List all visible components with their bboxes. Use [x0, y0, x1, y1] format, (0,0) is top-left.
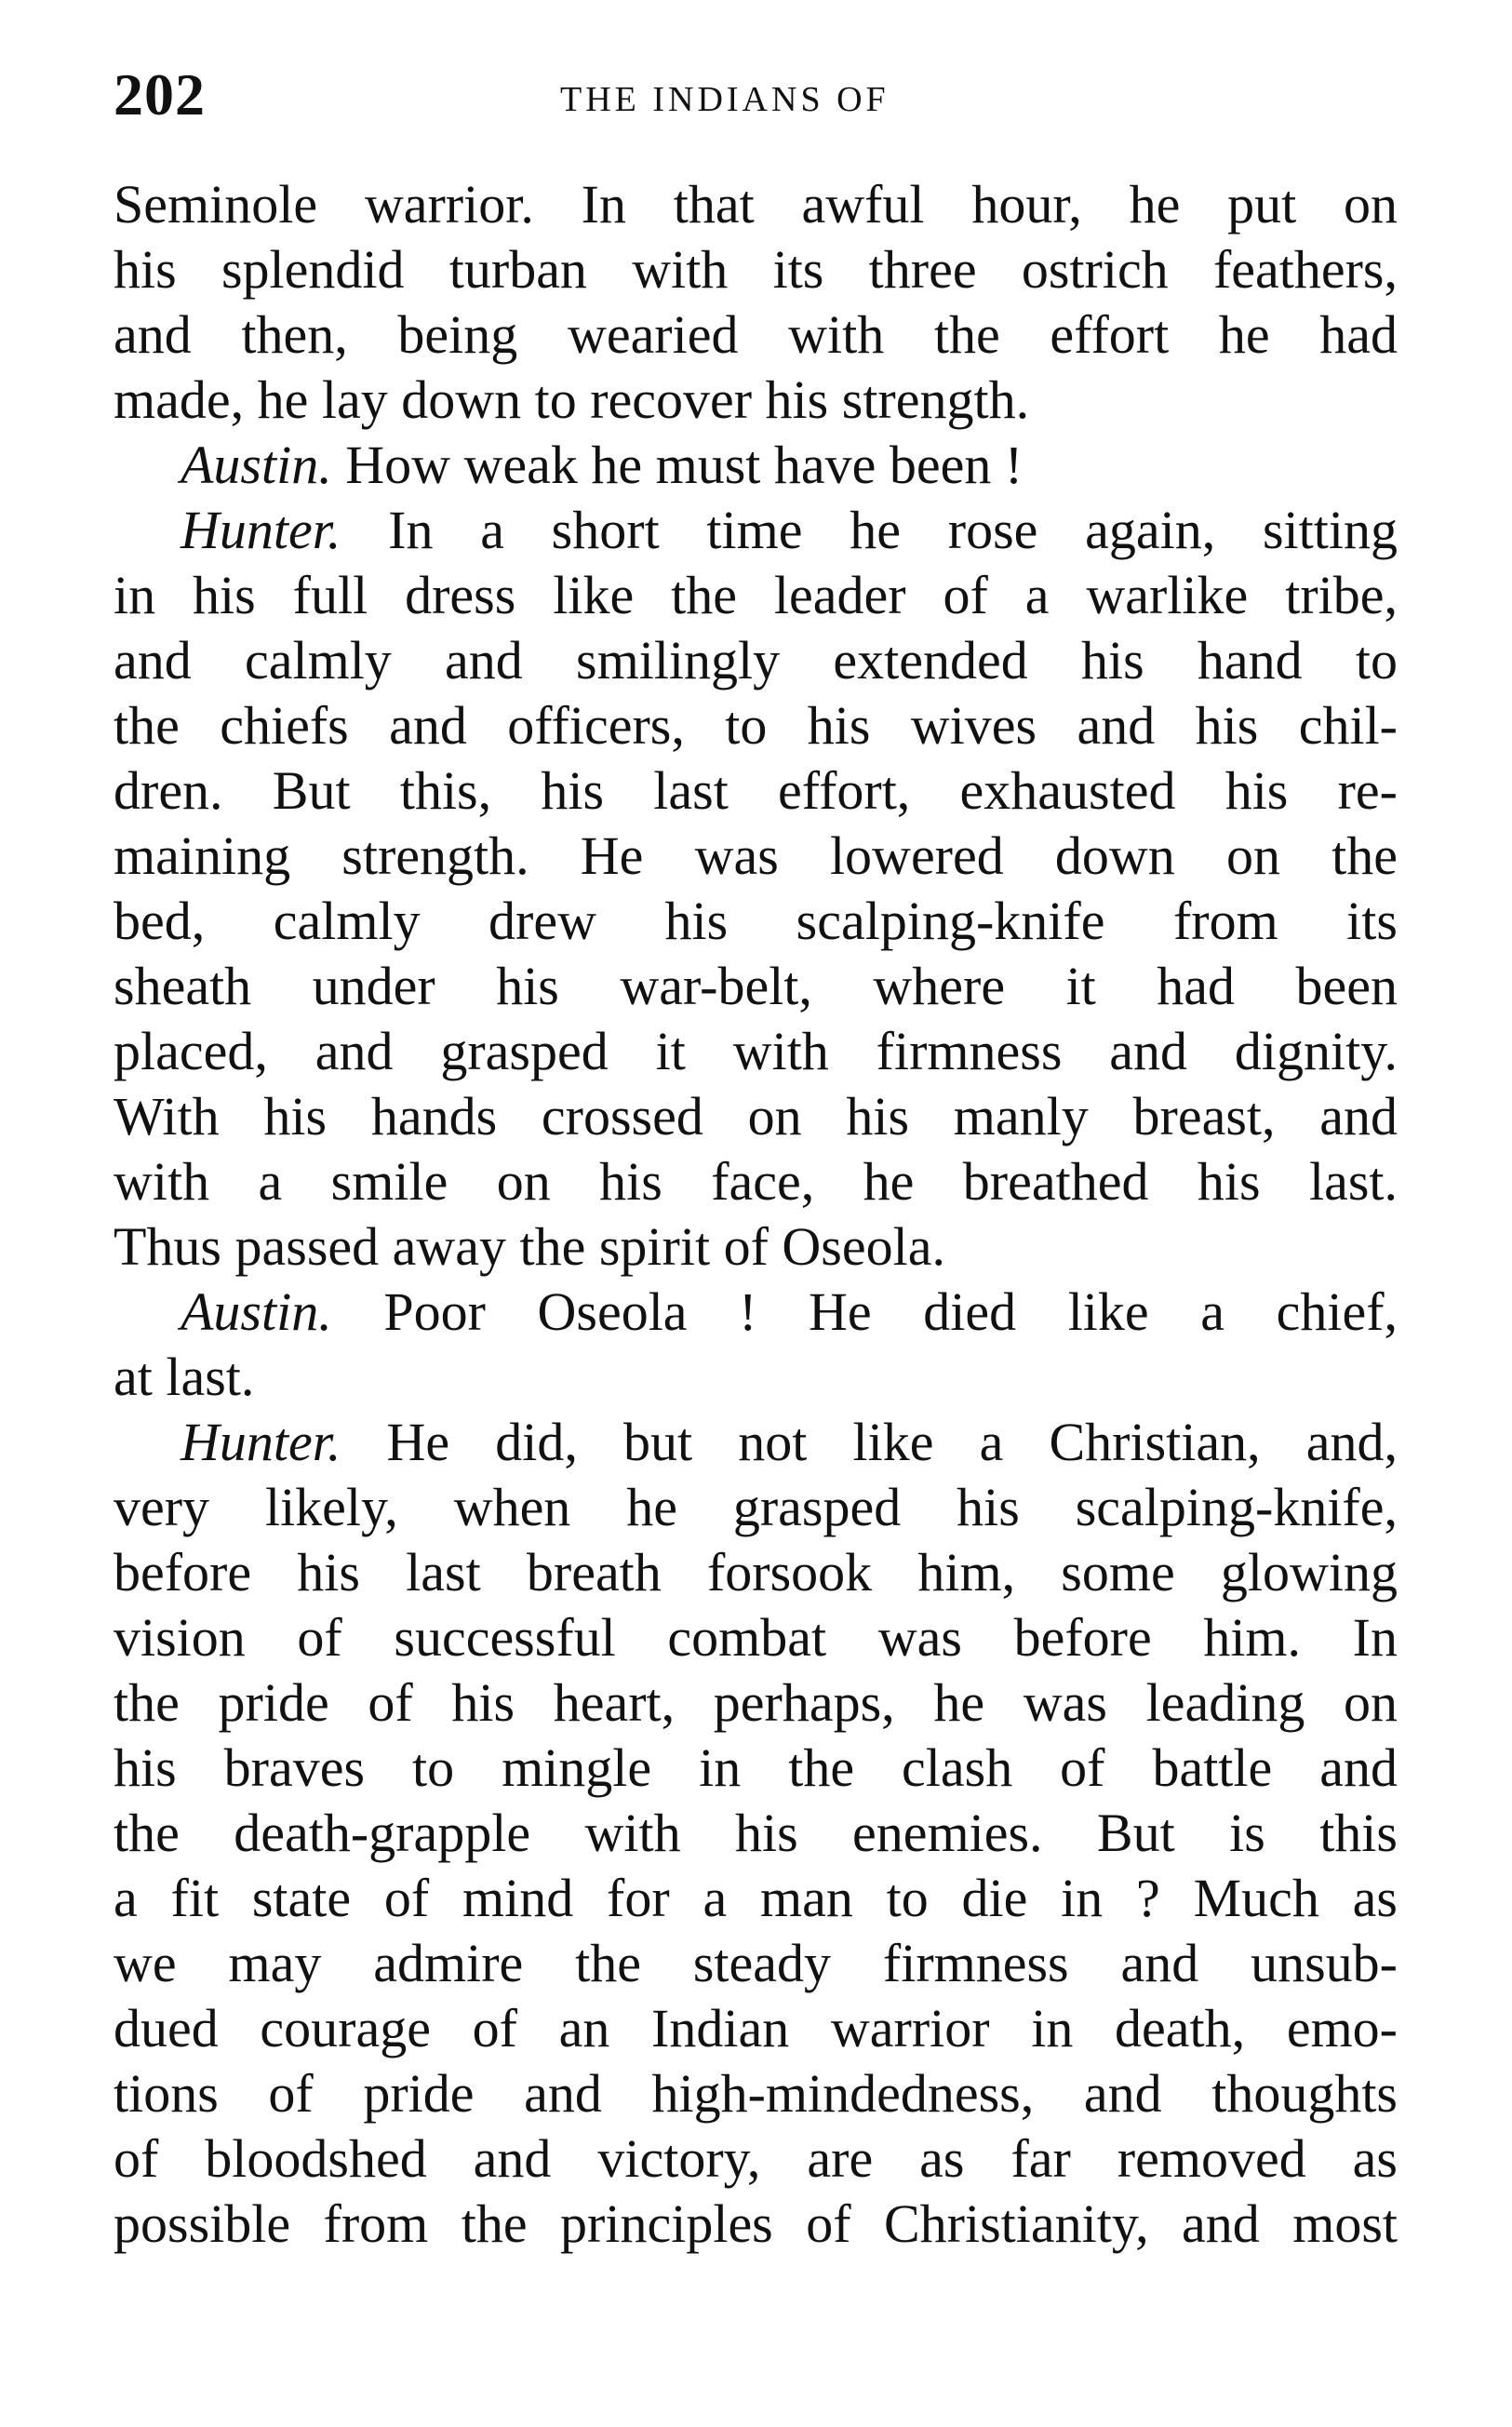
text-line: we may admire the steady firmness and unsub-	[114, 1933, 1398, 1993]
text-line: very likely, when he grasped his scalping-knife,	[114, 1477, 1398, 1537]
text-line: bed, calmly drew his scalping-knife from its	[114, 891, 1398, 951]
text-line: with a smile on his face, he breathed his last.	[114, 1151, 1398, 1212]
text-line: the death-grapple with his enemies. But is this	[114, 1803, 1398, 1863]
line-text: How weak he must have been !	[345, 435, 1024, 495]
text-line: sheath under his war-belt, where it had been	[114, 956, 1398, 1016]
paragraph	[114, 498, 1398, 1280]
text-line: the pride of his heart, perhaps, he was leading on	[114, 1672, 1398, 1733]
text-line: vision of successful combat was before him. In	[114, 1607, 1398, 1668]
text-line: at last.	[114, 1347, 255, 1407]
text-line	[114, 433, 1398, 498]
paragraph	[114, 1280, 1398, 1410]
text-line	[114, 1280, 1398, 1345]
paragraph	[114, 1410, 1398, 2257]
paragraph	[114, 172, 1398, 433]
body-text	[114, 172, 1398, 2257]
text-line: his braves to mingle in the clash of battle and	[114, 1737, 1398, 1798]
text-line: his splendid turban with its three ostrich feathers,	[114, 239, 1398, 300]
speaker-name: Austin.	[181, 1281, 332, 1342]
text-line: placed, and grasped it with firmness and dignity.	[114, 1021, 1398, 1081]
text-line: possible from the principles of Christianity, and most	[114, 2193, 1398, 2254]
text-line: With his hands crossed on his manly breast, and	[114, 1086, 1398, 1146]
text-line: maining strength. He was lowered down on the	[114, 825, 1398, 886]
line-text: He did, but not like a Christian, and,	[386, 1412, 1398, 1472]
text-line: and then, being wearied with the effort he had	[114, 304, 1398, 365]
text-line: before his last breath forsook him, some glowing	[114, 1542, 1398, 1602]
speaker-name: Austin.	[181, 435, 332, 495]
text-line: dued courage of an Indian warrior in death, emo-	[114, 1998, 1398, 2058]
text-line: made, he lay down to recover his strength.	[114, 369, 1030, 430]
text-line: in his full dress like the leader of a warlike tribe,	[114, 565, 1398, 625]
paragraph	[114, 433, 1398, 498]
text-line: the chiefs and officers, to his wives and his chil-	[114, 695, 1398, 756]
page-number: 202	[114, 61, 206, 127]
running-title: THE INDIANS OF	[560, 80, 890, 119]
speaker-name: Hunter.	[181, 1412, 341, 1472]
text-line: Seminole warrior. In that awful hour, he put on	[114, 174, 1398, 235]
text-line: and calmly and smilingly extended his hand to	[114, 630, 1398, 691]
text-line	[114, 498, 1398, 563]
text-line: a fit state of mind for a man to die in ? Much as	[114, 1868, 1398, 1928]
text-line: dren. But this, his last effort, exhausted his re-	[114, 760, 1398, 821]
text-line: tions of pride and high-mindedness, and thoughts	[114, 2063, 1398, 2124]
speaker-name: Hunter.	[181, 500, 341, 560]
text-line: Thus passed away the spirit of Oseola.	[114, 1216, 945, 1277]
page-header	[114, 51, 1398, 135]
text-line: of bloodshed and victory, are as far removed as	[114, 2128, 1398, 2189]
line-text: In a short time he rose again, sitting	[388, 500, 1398, 560]
line-text: Poor Oseola ! He died like a chief,	[383, 1281, 1398, 1342]
text-line	[114, 1410, 1398, 1475]
